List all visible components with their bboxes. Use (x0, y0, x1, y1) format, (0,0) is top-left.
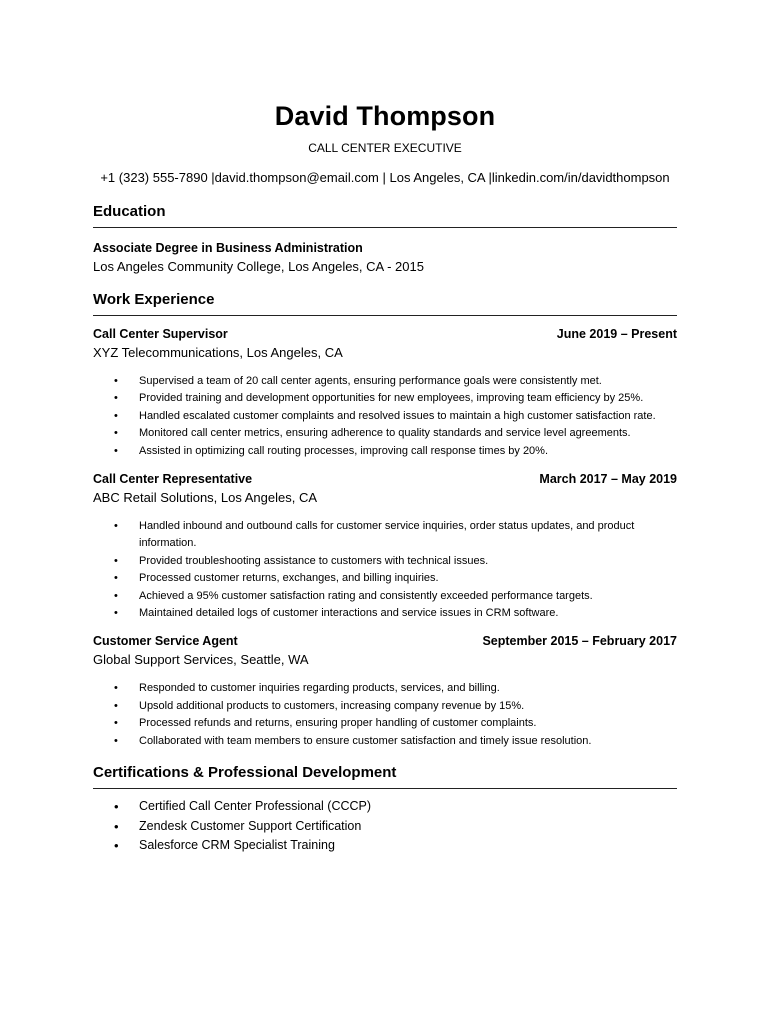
job-bullets (93, 680, 677, 750)
job-company: XYZ Telecommunications, Los Angeles, CA (93, 345, 343, 360)
education-school: Los Angeles Community College, Los Angeles, CA - 2015 (93, 259, 424, 274)
resume-sheet (93, 98, 677, 856)
bullet-item: • Provided training and development opportunities for new employees, improving team efficiency by 25%. (139, 390, 677, 407)
bullet-item: • Responded to customer inquiries regarding products, services, and billing. (139, 680, 677, 697)
education-degree: Associate Degree in Business Administration (93, 241, 363, 255)
education-heading: Education (93, 202, 677, 228)
bullet-item: • Assisted in optimizing call routing processes, improving call response times by 20%. (139, 443, 677, 460)
bullet-item: • Achieved a 95% customer satisfaction rating and consistently exceeded performance targets. (139, 588, 677, 605)
bullet-item: • Monitored call center metrics, ensuring adherence to quality standards and service level agreements. (139, 425, 677, 442)
job-header (93, 632, 677, 650)
work-experience-heading: Work Experience (93, 290, 677, 316)
job-entry (93, 632, 677, 750)
job-dates: June 2019 – Present (556, 327, 677, 341)
bullet-item: • Collaborated with team members to ensure customer satisfaction and timely issue resolution. (139, 733, 677, 750)
bullet-item: • Provided troubleshooting assistance to customers with technical issues. (139, 553, 677, 570)
job-title: Call Center Representative (93, 472, 253, 487)
job-entry (93, 325, 677, 460)
certification-item: • Certified Call Center Professional (CCCP) (139, 797, 677, 817)
bullet-item: • Maintained detailed logs of customer interactions and service issues in CRM software. (139, 605, 677, 622)
certification-item: • Zendesk Customer Support Certification (139, 817, 677, 837)
job-entry (93, 470, 677, 622)
job-header (93, 325, 677, 343)
job-dates: March 2017 – May 2019 (539, 472, 677, 487)
certification-item: • Salesforce CRM Specialist Training (139, 836, 677, 856)
job-bullets (93, 373, 677, 460)
certifications-list (93, 797, 677, 856)
job-dates: September 2015 – February 2017 (482, 634, 677, 649)
job-title: Call Center Supervisor (93, 327, 228, 341)
candidate-title: CALL CENTER EXECUTIVE (308, 141, 462, 155)
job-company: Global Support Services, Seattle, WA (93, 652, 309, 668)
job-header (93, 470, 677, 488)
bullet-item: • Processed refunds and returns, ensuring proper handling of customer complaints. (139, 715, 677, 732)
bullet-item: • Upsold additional products to customers, increasing company revenue by 15%. (139, 698, 677, 715)
bullet-item: • Handled inbound and outbound calls for customer service inquiries, order status updates, and product information. (139, 518, 677, 553)
bullet-item: • Supervised a team of 20 call center agents, ensuring performance goals were consistently met. (139, 373, 677, 390)
bullet-item: • Handled escalated customer complaints and resolved issues to maintain a high customer satisfaction rate. (139, 408, 677, 425)
job-company: ABC Retail Solutions, Los Angeles, CA (93, 490, 318, 506)
contact-line: +1 (323) 555-7890 |david.thompson@email.com | Los Angeles, CA |linkedin.com/in/davidthompson (100, 170, 670, 185)
certifications-heading: Certifications & Professional Development (93, 763, 677, 789)
job-bullets (93, 518, 677, 622)
bullet-item: • Processed customer returns, exchanges, and billing inquiries. (139, 570, 677, 587)
candidate-name: David Thompson (274, 101, 496, 131)
job-title: Customer Service Agent (93, 634, 238, 649)
